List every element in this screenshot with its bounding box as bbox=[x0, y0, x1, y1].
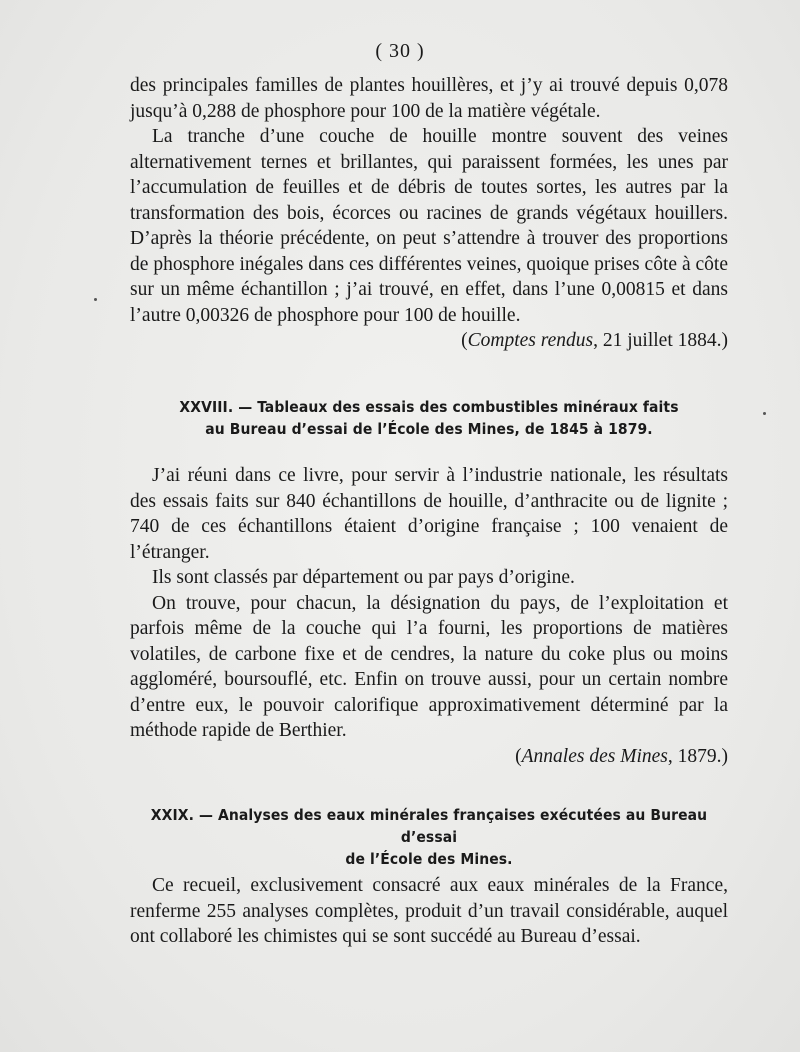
reference-title: Annales des Mines bbox=[521, 745, 668, 767]
reference-title: Comptes rendus bbox=[467, 330, 594, 351]
paragraph-echantillons: J’ai réuni dans ce livre, pour servir à l’industrie nationale, les résultats des essais faits sur 840 échantillons de houille, d’anthracite ou de lignite ; 740 de ces échantillons étaient d’origine française ; 100 venaient de l’étranger. bbox=[130, 465, 728, 563]
paper-speck bbox=[763, 412, 766, 415]
heading-line: de l’École des Mines. bbox=[345, 850, 513, 868]
heading-line: au Bureau d’essai de l’École des Mines, de 1845 à 1879. bbox=[205, 420, 653, 438]
paragraph-eaux-minerales: Ce recueil, exclusivement consacré aux eaux minérales de la France, renferme 255 analyses complètes, produit d’un travail considérable, auquel ont collaboré les chimistes qui se sont succédé au Bureau d’essai. bbox=[130, 875, 728, 947]
top-text-block bbox=[130, 73, 728, 354]
xxix-text-block bbox=[130, 873, 728, 950]
reference-date: , 21 juillet 1884.) bbox=[593, 330, 728, 351]
paragraph-continuation: des principales familles de plantes houillères, et j’y ai trouvé depuis 0,078 jusqu’à 0,288 de phosphore pour 100 de la matière végétale. bbox=[130, 75, 728, 122]
paragraph-phosphore-veines: La tranche d’une couche de houille montre souvent des veines alternativement ternes et brillantes, qui paraissent formées, les unes par l’accumulation de feuilles et de débris de toutes sortes, les autres par la transformation des bois, écorces ou racines de grands végétaux houillers. D’après la théorie précédente, on peut s’attendre à trouver des proportions de phosphore inégales dans ces différentes veines, quoique prises côte à côte sur un même échantillon ; j’ai trouvé, en effet, dans l’une 0,00815 et dans l’autre 0,00326 de phosphore pour 100 de houille. bbox=[130, 126, 728, 326]
reference-comptes-rendus: (Comptes rendus, 21 juillet 1884.) bbox=[461, 330, 728, 351]
reference-date: , 1879.) bbox=[667, 745, 728, 767]
reference-annales-des-mines: (Annales des Mines, 1879.) bbox=[515, 745, 728, 767]
paragraph-classement: Ils sont classés par département ou par pays d’origine. bbox=[152, 567, 575, 588]
section-heading-xxix bbox=[130, 804, 728, 870]
page-number: ( 30 ) bbox=[375, 40, 425, 62]
heading-line: XXIX. — Analyses des eaux minérales françaises exécutées au Bureau d’essai bbox=[150, 806, 708, 846]
heading-line: XXVIII. — Tableaux des essais des combustibles minéraux faits bbox=[179, 398, 679, 416]
paper-speck bbox=[94, 298, 97, 301]
paragraph-designation: On trouve, pour chacun, la désignation du pays, de l’exploitation et parfois même de la couche qui l’a fourni, les proportions de matières volatiles, de carbone fixe et de cendres, la nature du coke plus ou moins aggloméré, boursouflé, etc. Enfin on trouve aussi, pour un certain nombre d’entre eux, le pouvoir calorifique approximativement déterminé par la méthode rapide de Berthier. bbox=[130, 592, 728, 741]
section-heading-xxviii bbox=[130, 396, 728, 440]
xxviii-text-block bbox=[130, 463, 728, 769]
